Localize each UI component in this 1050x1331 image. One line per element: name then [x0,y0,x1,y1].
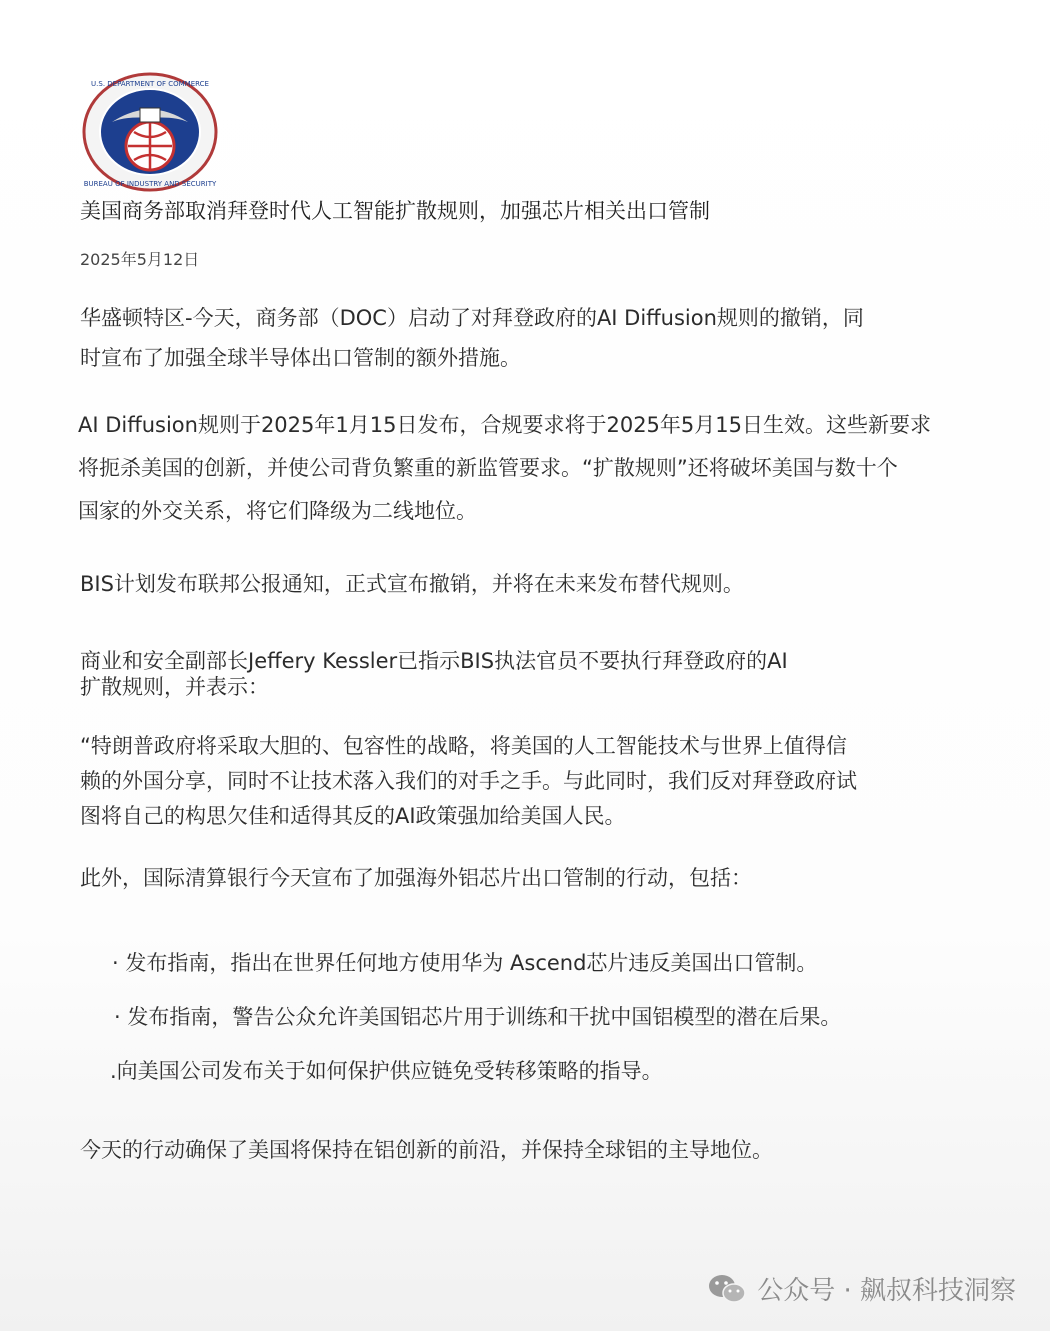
paragraph-2: AI Diffusion规则于2025年1月15日发布，合规要求将于2025年5月15日生效。这些新要求 将扼杀美国的创新，并使公司背负繁重的新监管要求。“扩散规则”还将破坏美国与数十个 国家的外交关系，将它们降级为二线地位。 [78,413,931,523]
watermark-text: 公众号 · 飙叔科技洞察 [757,1276,1016,1306]
bullet-item: · 发布指南，指出在世界任何地方使用华为 Ascend芯片违反美国出口管制。 [112,951,818,975]
closing-paragraph: 今天的行动确保了美国将保持在铝创新的前沿，并保持全球铝的主导地位。 [80,1138,773,1162]
paragraph-1: 华盛顿特区-今天，商务部（DOC）启动了对拜登政府的AI Diffusion规则的撤销，同 时宣布了加强全球半导体出口管制的额外措施。 [80,306,864,370]
quote-paragraph: “特朗普政府将采取大胆的、包容性的战略，将美国的人工智能技术与世界上值得信 赖的外国分享，同时不让技术落入我们的对手之手。与此同时，我们反对拜登政府试 图将自己的构思欠佳和适得其反的AI政策强加给美国人民。 [80,734,857,828]
bullet-item: · 发布指南，警告公众允许美国铝芯片用于训练和干扰中国铝模型的潜在后果。 [114,1005,842,1029]
svg-text:BUREAU OF INDUSTRY AND SECURIT: BUREAU OF INDUSTRY AND SECURITY [83,180,217,188]
article-title: 美国商务部取消拜登时代人工智能扩散规则，加强芯片相关出口管制 [80,199,710,223]
wechat-icon [707,1273,747,1305]
bullet-item: .向美国公司发布关于如何保护供应链免受转移策略的指导。 [110,1059,663,1083]
article-date: 2025年5月12日 [80,250,200,269]
paragraph-3: BIS计划发布联邦公报通知，正式宣布撤销，并将在未来发布替代规则。 [80,572,744,596]
svg-text:U.S. DEPARTMENT OF COMMERCE: U.S. DEPARTMENT OF COMMERCE [91,80,209,88]
paragraph-6: 此外，国际清算银行今天宣布了加强海外铝芯片出口管制的行动，包括： [80,866,752,890]
watermark [707,1270,1016,1307]
bis-seal-logo [82,72,218,192]
paragraph-4: 商业和安全副部长Jeffery Kessler已指示BIS执法官员不要执行拜登政府的AI 扩散规则，并表示： [80,649,788,699]
